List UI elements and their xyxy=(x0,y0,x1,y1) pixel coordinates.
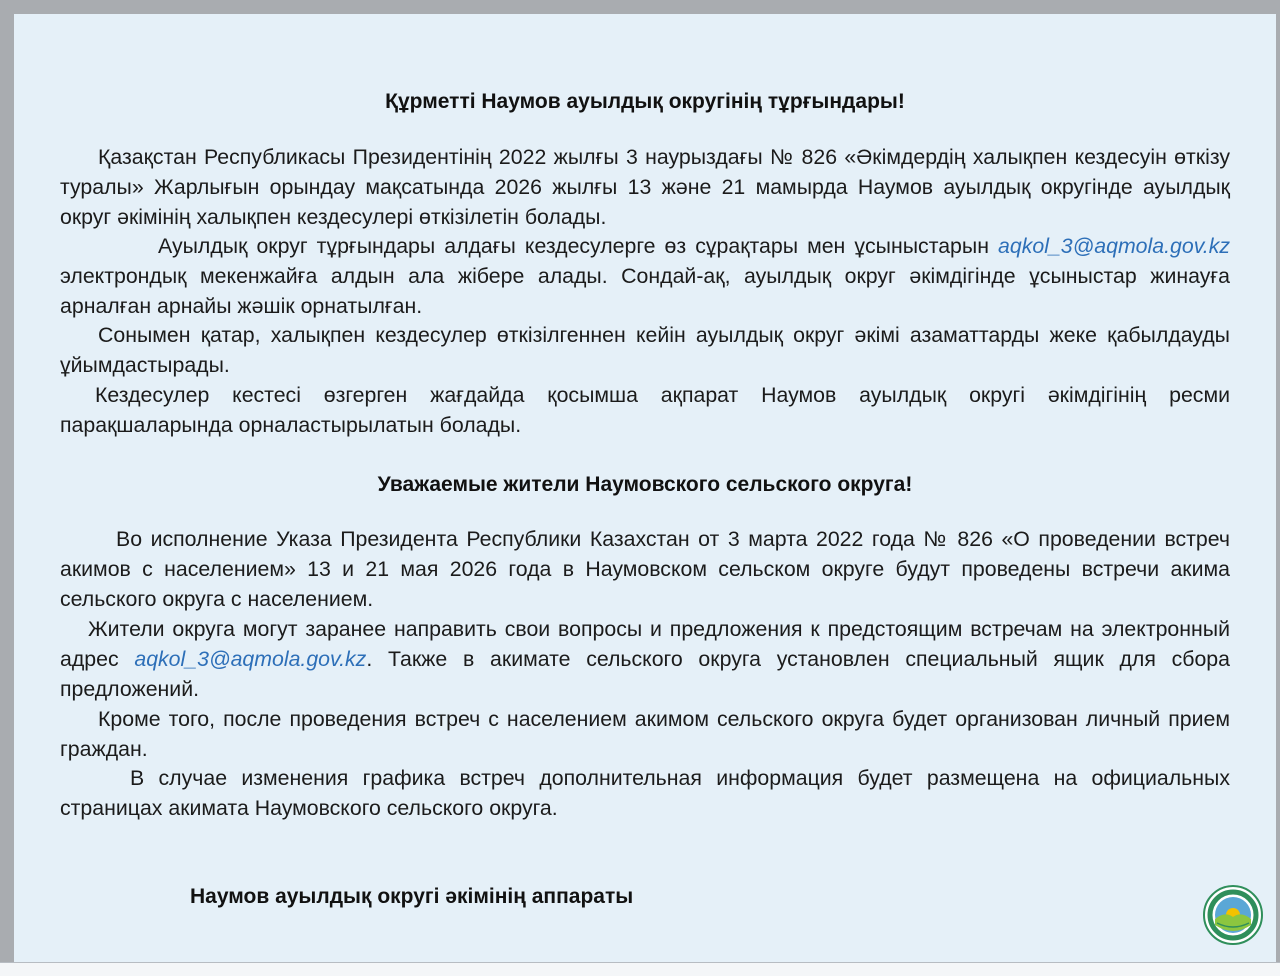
russian-paragraph-2-start: Жители округа могут заранее направить свои вопросы и предложения к предстоящим встречам на электронный адрес xyxy=(60,617,1230,671)
kazakh-paragraph-1: Қазақстан Республикасы Президентінің 2022 жылғы 3 наурыздағы № 826 «Әкімдердің халықпен кездесуін өткізу туралы» Жарлығын орындау мақсатында 2026 жылғы 13 және 21 мамырда Наумов ауылдық округінде ауылдық округ әкімінің халықпен кездесулері өткізілетін болады. xyxy=(60,145,1230,229)
kazakh-paragraph-4: Кездесулер кестесі өзгерген жағдайда қосымша ақпарат Наумов ауылдық округі әкімдігінің ресми парақшаларында орналастырылатын болады. xyxy=(60,383,1230,437)
russian-paragraph-2 xyxy=(60,614,1230,704)
kazakh-paragraph-3: Сонымен қатар, халықпен кездесулер өткізілгеннен кейін ауылдық округ әкімі азаматтарды жеке қабылдауды ұйымдастырады. xyxy=(60,323,1230,377)
russian-paragraph-4: В случае изменения графика встреч дополнительная информация будет размещена на официальных страницах акимата Наумовского сельского округа. xyxy=(60,766,1230,820)
kazakh-paragraph-2-start: Ауылдық округ тұрғындары алдағы кездесулерге өз сұрақтары мен ұсыныстарын xyxy=(158,234,989,258)
kazakh-paragraph-2 xyxy=(60,231,1230,321)
russian-paragraph-2-end: . Также в акимате сельского округа установлен специальный ящик для сбора предложений. xyxy=(60,647,1230,701)
russian-paragraph-1: Во исполнение Указа Президента Республики Казахстан от 3 марта 2022 года № 826 «О проведении встреч акимов с населением» 13 и 21 мая 2026 года в Наумовском сельском округе будут проведены встречи акима сельского округа с населением. xyxy=(60,527,1230,611)
kazakh-heading: Құрметті Наумов ауылдық округінің тұрғындары! xyxy=(385,90,905,113)
kazakh-paragraph-2-end: электрондық мекенжайға алдын ала жібере алады. Сондай-ақ, ауылдық округ әкімдігінде ұсыныстар жинауға арналған арнайы жәшік орнатылған. xyxy=(60,264,1230,318)
russian-email-link[interactable]: aqkol_3@aqmola.gov.kz xyxy=(134,647,367,671)
signature: Наумов ауылдық округі әкімінің аппараты xyxy=(190,885,634,908)
viewer-bottom-bar xyxy=(0,962,1280,976)
russian-paragraph-3: Кроме того, после проведения встреч с населением акимом сельского округа будет организован личный прием граждан. xyxy=(60,707,1230,761)
kazakh-email-link[interactable]: aqkol_3@aqmola.gov.kz xyxy=(998,234,1230,258)
russian-heading: Уважаемые жители Наумовского сельского округа! xyxy=(377,473,913,496)
district-emblem-icon xyxy=(1203,885,1263,945)
